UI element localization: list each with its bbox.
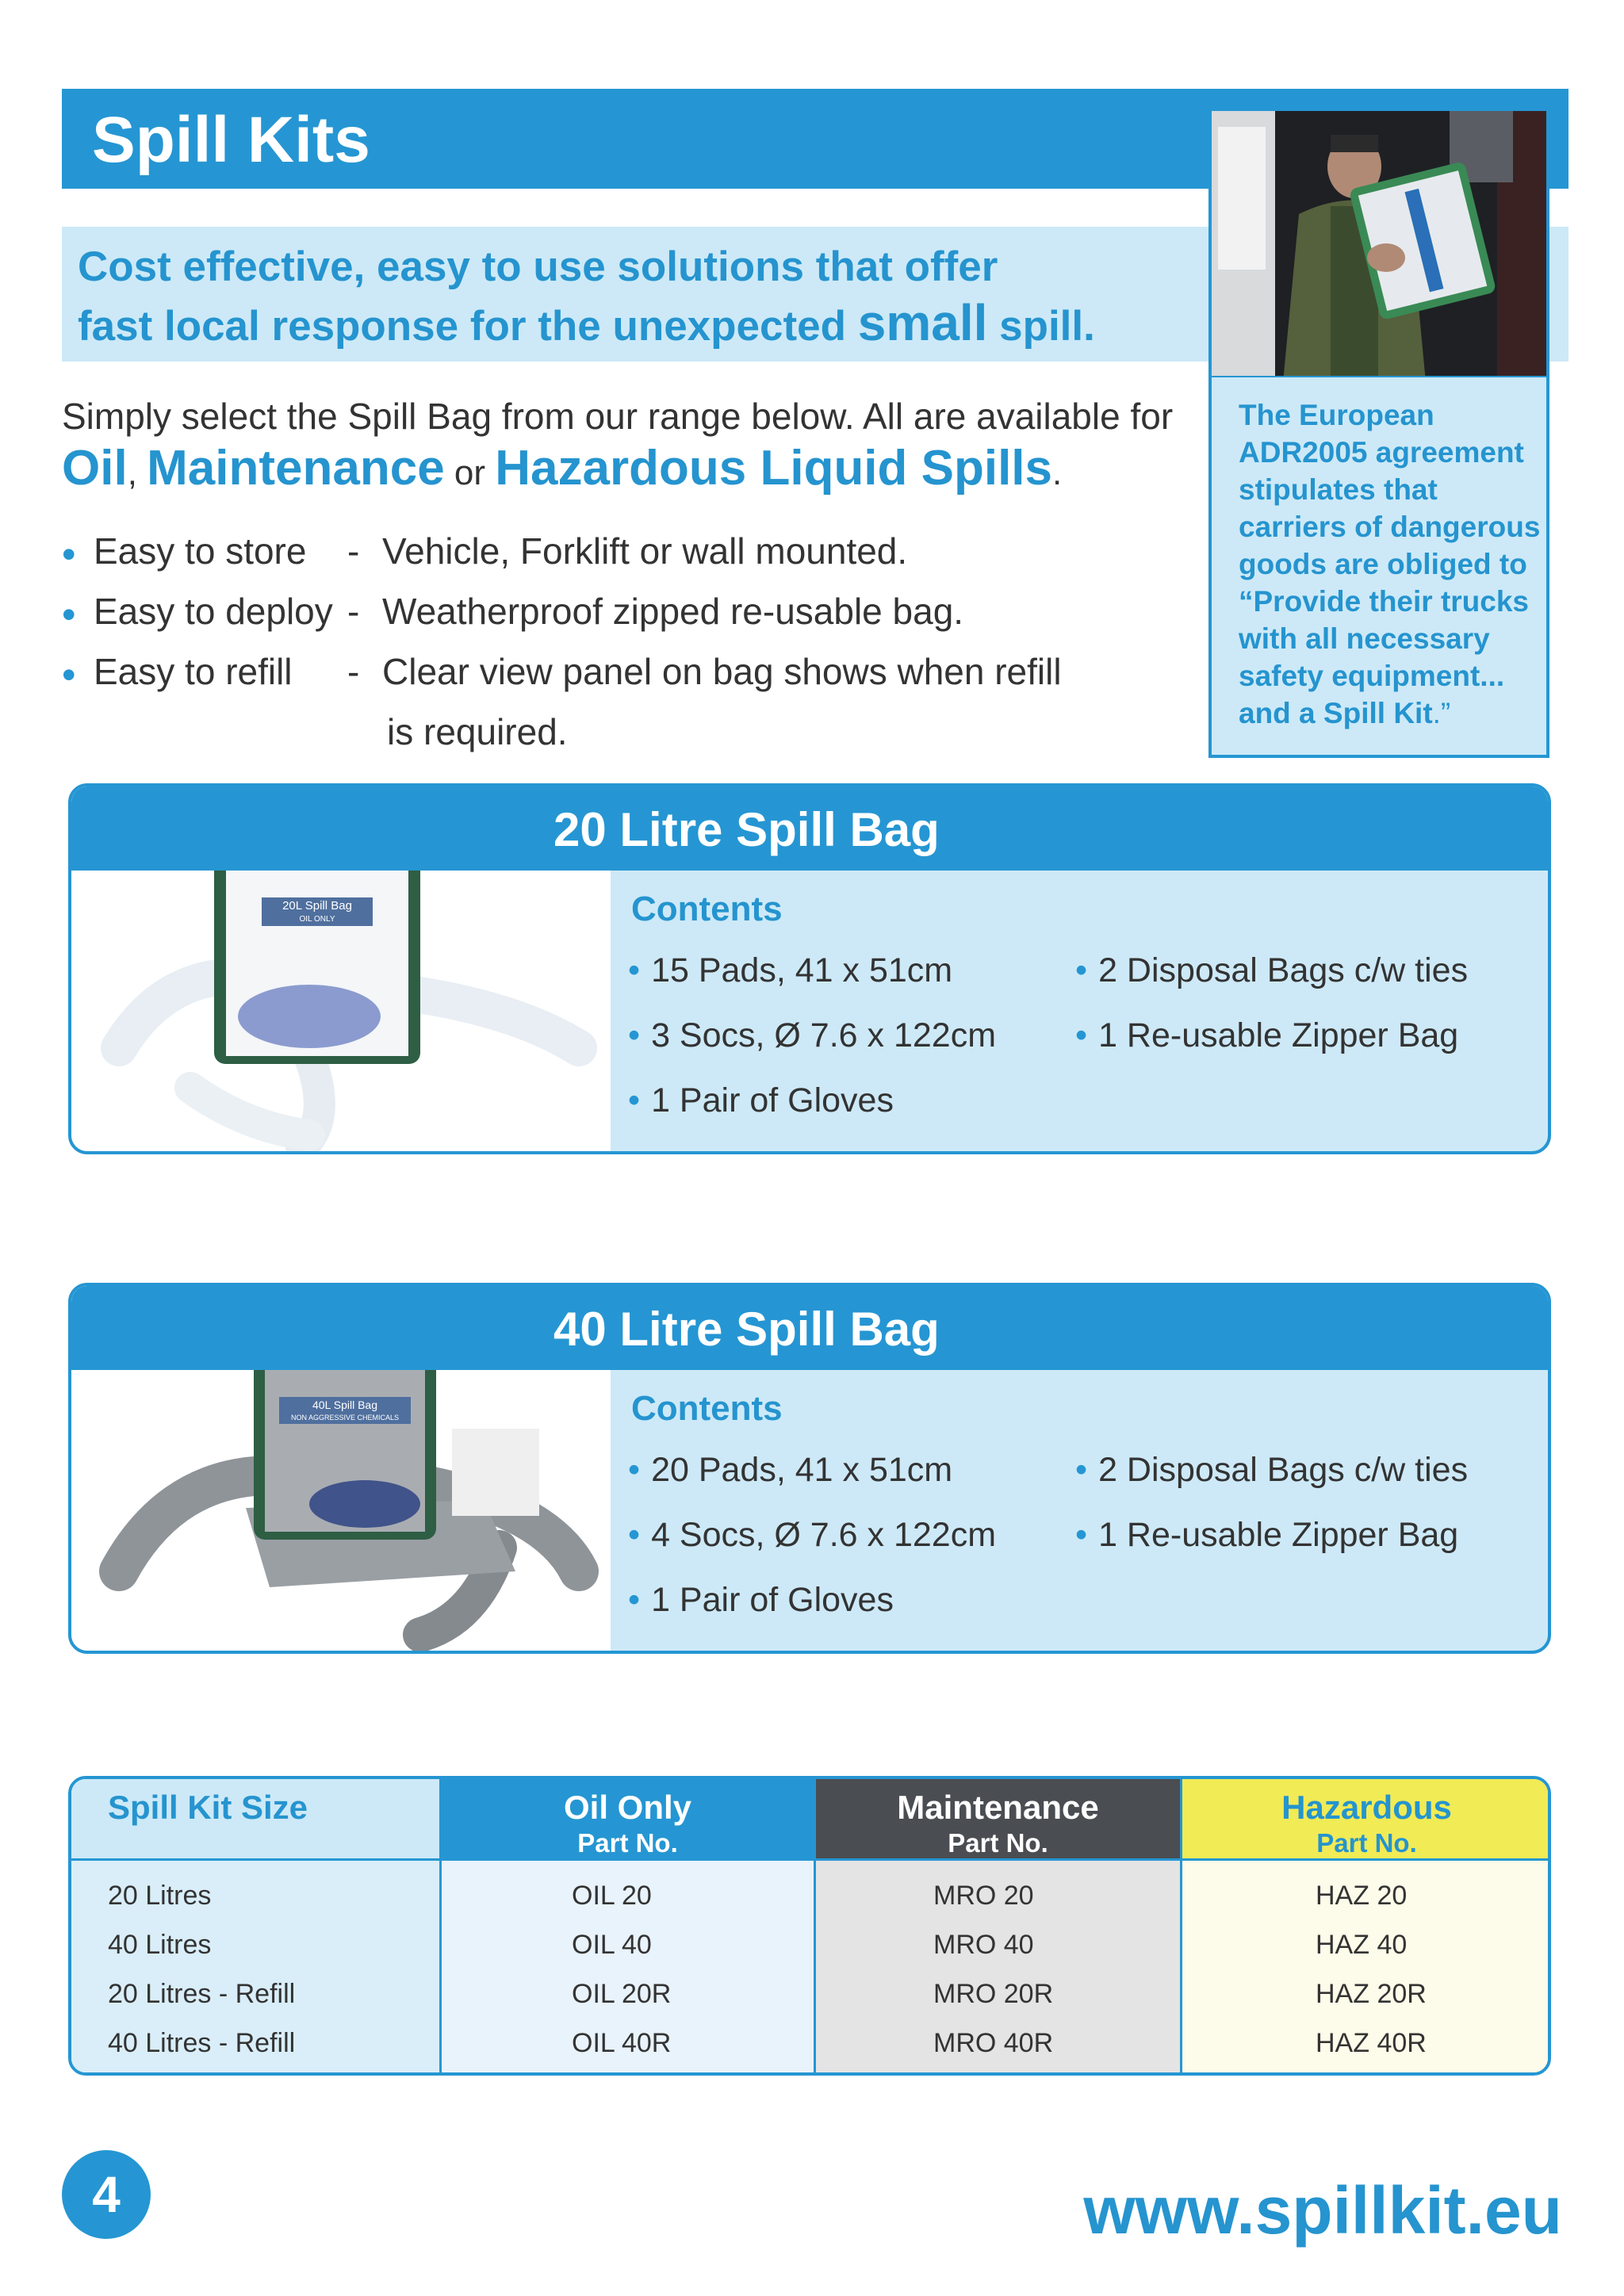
spill-type-comma: , xyxy=(127,453,137,492)
truck-driver-photo xyxy=(1208,108,1549,379)
table-cell-maintenance: MRO 40R xyxy=(933,2028,1054,2058)
kit-20l-contents-label: Contents xyxy=(631,890,783,928)
table-cell-oil: OIL 40 xyxy=(572,1930,652,1960)
spill-type-maintenance: Maintenance xyxy=(147,441,445,496)
bullet-icon: • xyxy=(1075,1516,1088,1554)
tagline-line2-pre: fast local response for the unexpected xyxy=(78,303,858,350)
bullet-icon: • xyxy=(628,1581,641,1619)
kit-40l-item-text: 20 Pads, 41 x 51cm xyxy=(651,1451,953,1489)
table-cell-oil: OIL 20R xyxy=(572,1979,672,2009)
kit-20l-item xyxy=(628,1016,996,1055)
adr-quote-box xyxy=(1208,377,1549,758)
kit-40l-item xyxy=(628,1581,894,1620)
feature-label: Easy to deploy xyxy=(94,591,333,632)
table-cell-oil: OIL 20 xyxy=(572,1881,652,1911)
spill-types xyxy=(62,440,1062,496)
kit-20l-item-text: 3 Socs, Ø 7.6 x 122cm xyxy=(651,1016,997,1054)
table-cell-size: 40 Litres xyxy=(108,1930,212,1960)
table-cell-maintenance: MRO 40 xyxy=(933,1930,1034,1960)
tagline xyxy=(78,239,1095,354)
header-maintenance-label: Maintenance xyxy=(897,1789,1099,1826)
header-oil-part: Part No. xyxy=(577,1828,678,1858)
bullet-icon: • xyxy=(628,1081,641,1119)
bullet-icon: • xyxy=(1075,1451,1088,1489)
bullet-icon: • xyxy=(628,1451,641,1489)
kit-20l-title: 20 Litre Spill Bag xyxy=(553,803,940,856)
spill-type-period: . xyxy=(1052,453,1063,492)
table-cell-oil: OIL 40R xyxy=(572,2028,672,2058)
kit-40l-item xyxy=(628,1451,952,1490)
bag-20l-sublabel: OIL ONLY xyxy=(299,915,335,924)
tagline-line2-post: spill. xyxy=(987,303,1095,350)
feature-desc: Clear view panel on bag shows when refill xyxy=(382,651,1062,692)
feature-label: Easy to store xyxy=(94,530,307,572)
table-cell-maintenance: MRO 20R xyxy=(933,1979,1054,2009)
kit-40l-contents-label: Contents xyxy=(631,1389,783,1428)
header-size xyxy=(71,1779,439,1858)
kit-40l-item-text: 1 Re-usable Zipper Bag xyxy=(1098,1516,1459,1554)
bullet-icon: • xyxy=(628,1016,641,1054)
bag-20l-label: 20L Spill Bag xyxy=(282,899,352,913)
bullet-icon: • xyxy=(62,532,76,576)
column-maintenance xyxy=(814,1779,1180,2072)
header-hazardous xyxy=(1182,1779,1551,1858)
kit-40l-header xyxy=(71,1286,1548,1370)
table-cell-hazardous: HAZ 40 xyxy=(1316,1930,1408,1960)
header-size-label: Spill Kit Size xyxy=(108,1789,308,1826)
feature-desc: Weatherproof zipped re-usable bag. xyxy=(382,591,964,632)
feature-label: Easy to refill xyxy=(94,651,293,692)
spill-type-hazardous: Hazardous Liquid Spills xyxy=(495,441,1053,496)
column-size xyxy=(71,1779,439,2072)
kit-card-40l xyxy=(68,1283,1551,1654)
column-oil xyxy=(439,1779,814,2072)
kit-20l-header xyxy=(71,786,1548,871)
kit-40l-item-text: 2 Disposal Bags c/w ties xyxy=(1098,1451,1469,1489)
kit-40l-item-text: 4 Socs, Ø 7.6 x 122cm xyxy=(651,1516,997,1554)
table-cell-size: 40 Litres - Refill xyxy=(108,2028,296,2058)
adr-quote xyxy=(1239,396,1549,732)
table-cell-size: 20 Litres - Refill xyxy=(108,1979,296,2009)
part-number-table xyxy=(68,1776,1551,2076)
kit-40l-item xyxy=(1075,1451,1468,1490)
bullet-icon: • xyxy=(62,652,76,697)
feature-desc: Vehicle, Forklift or wall mounted. xyxy=(382,530,908,572)
table-cell-hazardous: HAZ 40R xyxy=(1316,2028,1427,2058)
adr-quote-end: .” xyxy=(1432,697,1451,729)
kit-20l-item xyxy=(628,1081,894,1120)
header-oil xyxy=(442,1779,814,1858)
bullet-icon: • xyxy=(628,1516,641,1554)
bullet-icon: • xyxy=(62,592,76,637)
column-hazardous xyxy=(1180,1779,1551,2072)
adr-quote-text: The European ADR2005 agreement stipulates that carriers of dangerous goods are obliged to “Provide their trucks with all necessary safety equipment... and a Spill Kit xyxy=(1239,399,1541,729)
table-header-divider xyxy=(71,1858,1551,1861)
kit-20l-item xyxy=(1075,951,1468,990)
page-number: 4 xyxy=(62,2150,151,2239)
truck-driver-illustration xyxy=(1212,111,1549,379)
feature-dash: - xyxy=(347,591,360,632)
bullet-icon: • xyxy=(1075,1016,1088,1054)
kit-40l-title: 40 Litre Spill Bag xyxy=(553,1303,940,1356)
page-title: Spill Kits xyxy=(92,104,370,176)
intro-line: Simply select the Spill Bag from our range below. All are available for xyxy=(62,396,1174,437)
table-cell-hazardous: HAZ 20R xyxy=(1316,1979,1427,2009)
feature-dash: - xyxy=(347,530,360,572)
kit-40l-item-text: 1 Pair of Gloves xyxy=(651,1581,894,1619)
header-oil-label: Oil Only xyxy=(563,1789,692,1826)
tagline-emphasis: small xyxy=(857,294,988,351)
kit-20l-item xyxy=(1075,1016,1458,1055)
kit-40l-item xyxy=(628,1516,996,1555)
header-maintenance-part: Part No. xyxy=(948,1828,1048,1858)
feature-desc-continued: is required. xyxy=(387,711,568,752)
table-cell-maintenance: MRO 20 xyxy=(933,1881,1034,1911)
bullet-icon: • xyxy=(628,951,641,989)
kit-card-20l xyxy=(68,783,1551,1154)
kit-20l-item-text: 15 Pads, 41 x 51cm xyxy=(651,951,953,989)
kit-20l-item-text: 2 Disposal Bags c/w ties xyxy=(1098,951,1469,989)
spill-type-or: or xyxy=(444,453,496,492)
header-hazardous-part: Part No. xyxy=(1316,1828,1417,1858)
feature-dash: - xyxy=(347,651,360,692)
website-link[interactable]: www.spillkit.eu xyxy=(1083,2173,1562,2248)
bag-40l-label: 40L Spill Bag xyxy=(312,1399,377,1411)
kit-20l-item-text: 1 Re-usable Zipper Bag xyxy=(1098,1016,1459,1054)
kit-20l-item-text: 1 Pair of Gloves xyxy=(651,1081,894,1119)
header-maintenance xyxy=(816,1779,1180,1858)
spill-type-oil: Oil xyxy=(62,441,128,496)
table-cell-hazardous: HAZ 20 xyxy=(1316,1881,1408,1911)
kit-40l-item xyxy=(1075,1516,1458,1555)
table-cell-size: 20 Litres xyxy=(108,1881,212,1911)
tagline-line1: Cost effective, easy to use solutions that offer xyxy=(78,243,998,290)
bullet-icon: • xyxy=(1075,951,1088,989)
header-hazardous-label: Hazardous xyxy=(1281,1789,1452,1826)
bag-40l-sublabel: NON AGGRESSIVE CHEMICALS xyxy=(290,1414,400,1422)
kit-20l-item xyxy=(628,951,952,990)
